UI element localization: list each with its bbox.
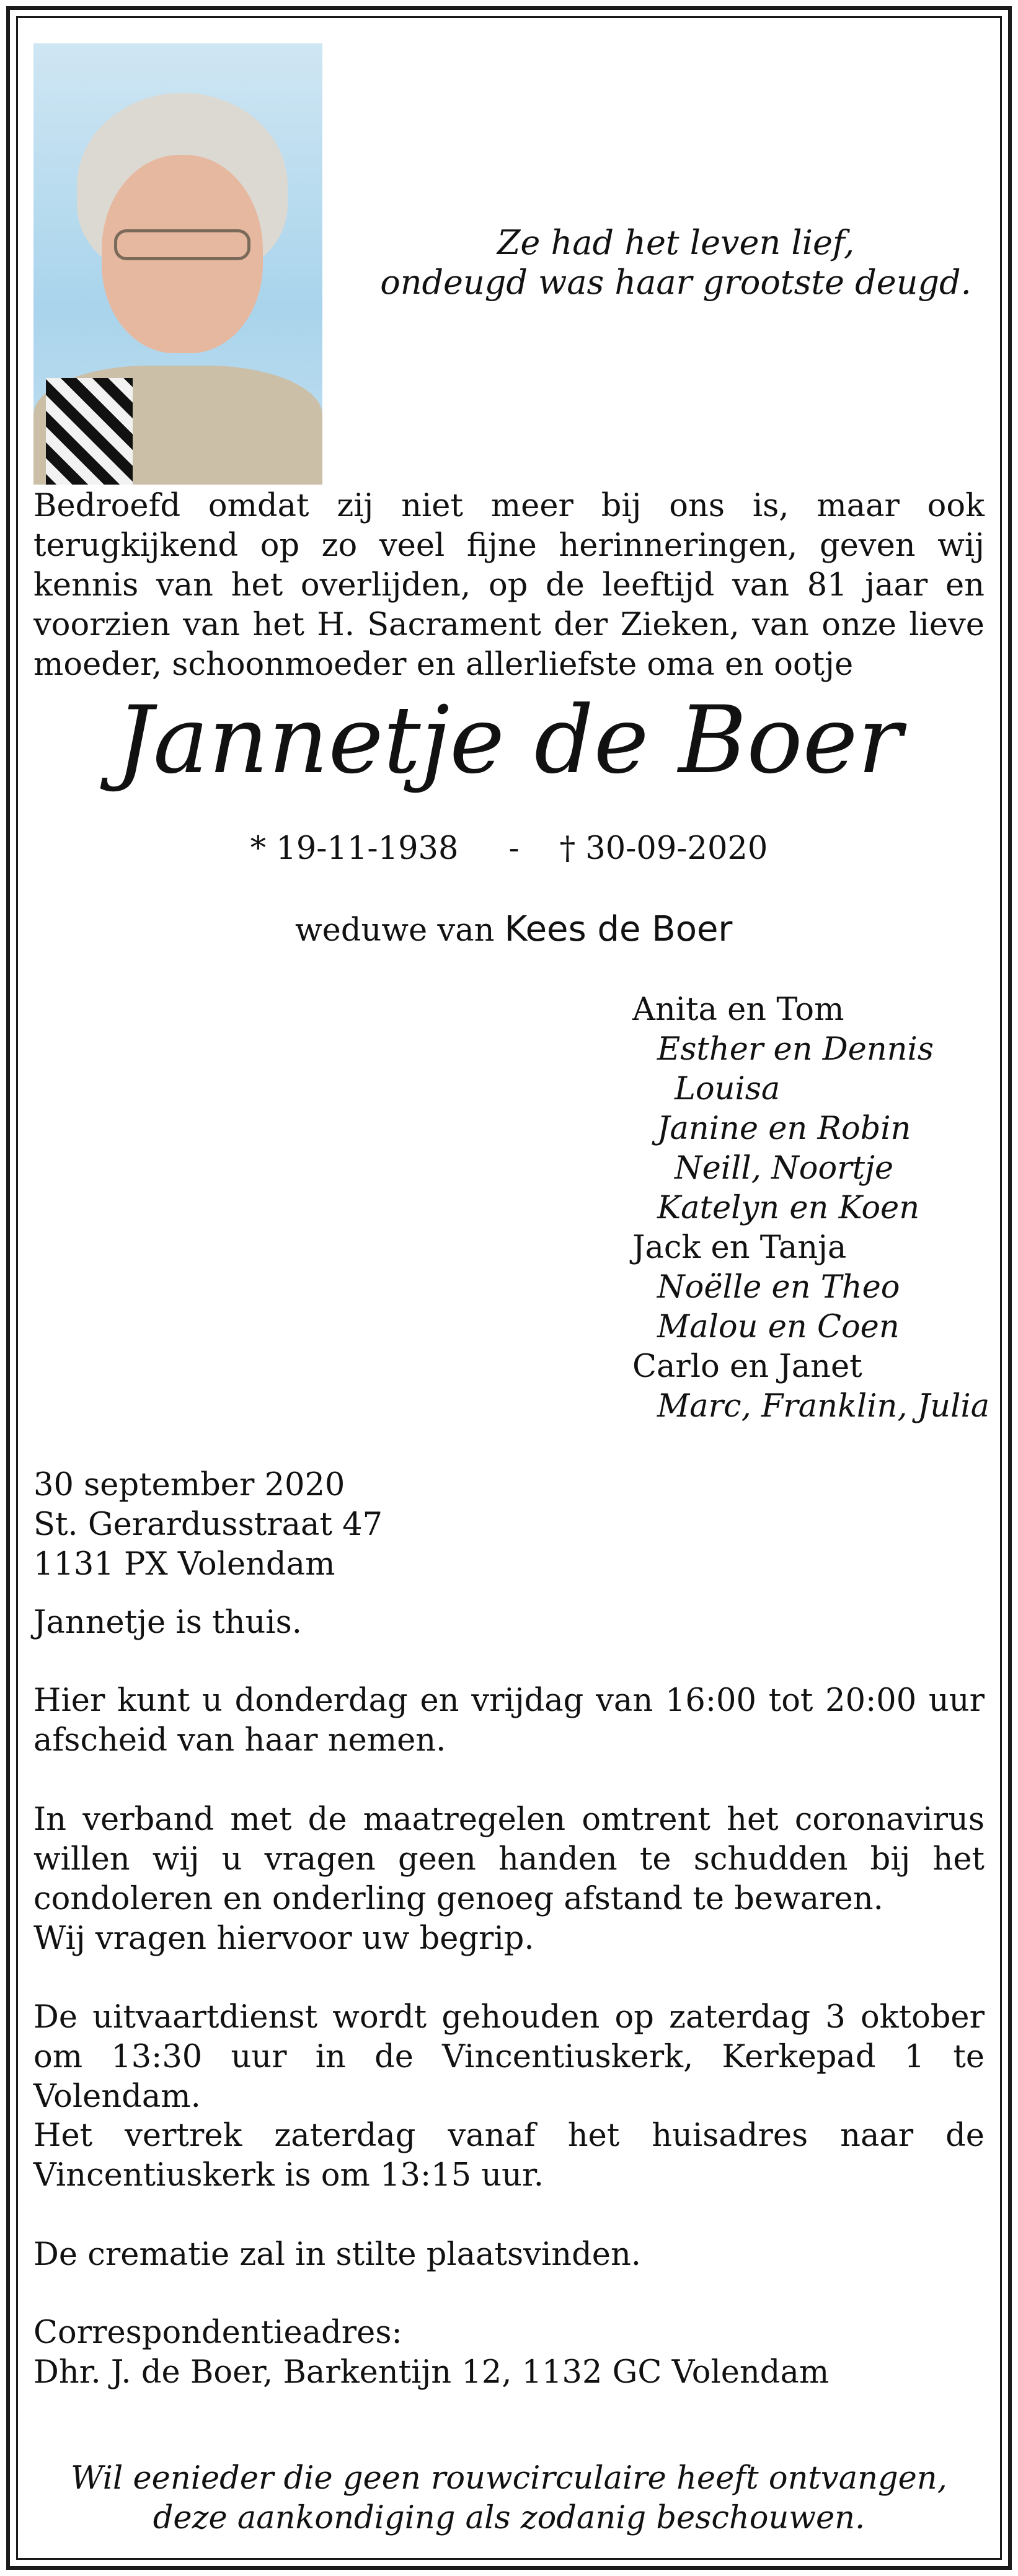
closing-line: deze aankondiging als zodanig beschouwen. [153,2500,865,2536]
visiting-hours: Hier kunt u donderdag en vrijdag van 16:00 tot 20:00 uur afscheid van haar nemen. [33,1682,985,1759]
address-line: 30 september 2020 [33,1467,345,1503]
life-dates: * 19-11-1938 - † 30-09-2020 [250,830,768,867]
correspondence-label: Correspondentieadres: [33,2314,402,2351]
family-member: Neill, Noortje [675,1150,894,1187]
motto [347,223,1004,302]
motto-line: Ze had het leven lief, [497,223,855,262]
at-home-notice: Jannetje is thuis. [33,1604,303,1641]
corona-notice [33,1800,985,1959]
address-line: 1131 PX Volendam [33,1546,335,1583]
family-list [632,990,1004,1426]
home-address [33,1466,591,1585]
closing-line: Wil eenieder die geen rouwcirculaire heeft ontvangen, [71,2460,947,2497]
motto-line: ondeugd was haar grootste deugd. [380,263,972,302]
family-member: Janine en Robin [657,1110,911,1147]
family-member: Noëlle en Theo [657,1269,900,1306]
cremation-info: De crematie zal in stilte plaatsvinden. [33,2236,642,2273]
family-member: Louisa [675,1071,781,1107]
widow-line [295,908,977,952]
family-member: Katelyn en Koen [657,1190,920,1226]
family-member: Jack en Tanja [632,1229,847,1266]
corona-text: In verband met de maatregelen omtrent het coronavirus willen wij u vragen geen handen te schudden bij het condoleren en onderling genoeg afstand te bewaren. [33,1801,985,1917]
family-member: Anita en Tom [632,991,844,1028]
departure-info: Het vertrek zaterdag vanaf het huisadres naar de Vincentiuskerk is om 13:15 uur. [33,2117,985,2194]
family-member: Esther en Dennis [657,1031,934,1068]
funeral-service: De uitvaartdienst wordt gehouden op zaterdag 3 oktober om 13:30 uur in de Vincentiuskerk, Kerkepad 1 te Volendam. [33,1999,985,2115]
intro-text: Bedroefd omdat zij niet meer bij ons is, maar ook terugkijkend op zo veel fijne herinneringen, geven wij kennis van het overlijden, op de leeftijd van 81 jaar en voorzien van het H. Sacrament der Zieken, van onze lieve moeder, schoonmoeder en allerliefste oma en ootje [33,488,985,683]
closing-note [33,2459,985,2538]
family-member: Carlo en Janet [632,1348,862,1385]
family-member: Marc, Franklin, Julia [657,1388,990,1425]
spouse-name: Kees de Boer [504,909,733,949]
address-line: St. Gerardusstraat 47 [33,1506,383,1543]
deceased-name: Jannetje de Boer [115,687,903,794]
understanding-text: Wij vragen hiervoor uw begrip. [33,1920,534,1957]
correspondence-block [33,2313,985,2393]
family-member: Malou en Coen [657,1309,900,1345]
widow-prefix: weduwe van [295,912,495,949]
portrait-photo [33,43,322,485]
correspondence-address: Dhr. J. de Boer, Barkentijn 12, 1132 GC Volendam [33,2354,830,2391]
